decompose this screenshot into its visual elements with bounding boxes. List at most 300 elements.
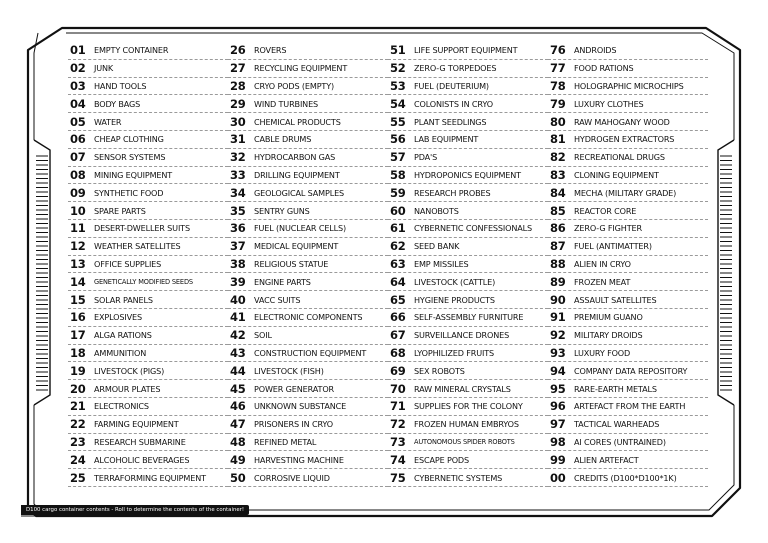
entry-label: CYBERNETIC CONFESSIONALS	[414, 223, 532, 234]
table-row	[548, 131, 708, 149]
table-row	[548, 60, 708, 78]
entry-label: WATER	[94, 116, 122, 127]
table-row	[68, 60, 228, 78]
table-row	[548, 345, 708, 363]
entry-label: EMP MISSILES	[414, 258, 469, 269]
table-row	[548, 42, 708, 60]
table-row	[228, 95, 388, 113]
table-row	[548, 398, 708, 416]
entry-label: SOIL	[254, 330, 272, 341]
entry-label: ZERO-G FIGHTER	[574, 223, 642, 234]
entry-number: 04	[70, 96, 86, 111]
table-row	[388, 149, 548, 167]
table-row	[388, 434, 548, 452]
entry-label: SOLAR PANELS	[94, 294, 153, 305]
entry-number: 70	[390, 381, 406, 396]
entry-number: 14	[70, 274, 86, 289]
table-row	[228, 469, 388, 487]
entry-label: ALCOHOLIC BEVERAGES	[94, 454, 190, 465]
table-row	[68, 167, 228, 185]
entry-label: HOLOGRAPHIC MICROCHIPS	[574, 80, 684, 91]
entry-number: 42	[230, 328, 246, 343]
entry-number: 11	[70, 221, 86, 236]
entry-label: LIFE SUPPORT EQUIPMENT	[414, 45, 518, 56]
table-row	[548, 416, 708, 434]
table-row	[68, 291, 228, 309]
entry-number: 52	[390, 61, 406, 76]
entry-number: 09	[70, 185, 86, 200]
entry-label: HYDROCARBON GAS	[254, 152, 336, 163]
entry-number: 86	[550, 221, 566, 236]
table-row	[388, 291, 548, 309]
entry-number: 94	[550, 363, 566, 378]
entry-number: 72	[390, 417, 406, 432]
table-row	[68, 469, 228, 487]
table-row	[388, 327, 548, 345]
entry-label: RARE-EARTH METALS	[574, 383, 657, 394]
entry-label: DRILLING EQUIPMENT	[254, 169, 340, 180]
entry-number: 56	[390, 132, 406, 147]
entry-number: 91	[550, 310, 566, 325]
table-column	[228, 42, 388, 487]
entry-label: ELECTRONIC COMPONENTS	[254, 312, 363, 323]
entry-label: CABLE DRUMS	[254, 134, 312, 145]
table-row	[68, 273, 228, 291]
table-row	[68, 380, 228, 398]
entry-label: LUXURY CLOTHES	[574, 98, 644, 109]
entry-number: 89	[550, 274, 566, 289]
entry-number: 87	[550, 239, 566, 254]
entry-number: 49	[230, 452, 246, 467]
entry-label: AMMUNITION	[94, 347, 147, 358]
entry-label: HARVESTING MACHINE	[254, 454, 344, 465]
entry-label: GEOLOGICAL SAMPLES	[254, 187, 345, 198]
entry-label: HYDROPONICS EQUIPMENT	[414, 169, 521, 180]
entry-label: SENTRY GUNS	[254, 205, 310, 216]
entry-number: 33	[230, 167, 246, 182]
table-row	[228, 291, 388, 309]
entry-label: HYDROGEN EXTRACTORS	[574, 134, 675, 145]
entry-number: 18	[70, 345, 86, 360]
table-row	[228, 60, 388, 78]
entry-label: ARMOUR PLATES	[94, 383, 161, 394]
table-row	[388, 131, 548, 149]
table-row	[68, 113, 228, 131]
cargo-table	[68, 42, 708, 487]
entry-label: RELIGIOUS STATUE	[254, 258, 329, 269]
entry-label: FUEL (ANTIMATTER)	[574, 241, 652, 252]
table-row	[68, 416, 228, 434]
table-row	[548, 327, 708, 345]
table-row	[68, 451, 228, 469]
entry-number: 69	[390, 363, 406, 378]
entry-label: WIND TURBINES	[254, 98, 319, 109]
entry-number: 44	[230, 363, 246, 378]
entry-number: 75	[390, 470, 406, 485]
table-row	[548, 202, 708, 220]
table-column	[548, 42, 708, 487]
entry-label: LAB EQUIPMENT	[414, 134, 479, 145]
entry-label: VACC SUITS	[254, 294, 301, 305]
entry-label: CHEMICAL PRODUCTS	[254, 116, 341, 127]
entry-number: 98	[550, 434, 566, 449]
entry-label: ALIEN ARTEFACT	[574, 454, 639, 465]
entry-number: 00	[550, 470, 566, 485]
table-row	[548, 291, 708, 309]
entry-label: LIVESTOCK (FISH)	[254, 365, 324, 376]
table-row	[388, 113, 548, 131]
entry-number: 47	[230, 417, 246, 432]
table-row	[388, 238, 548, 256]
entry-number: 30	[230, 114, 246, 129]
entry-number: 58	[390, 167, 406, 182]
entry-label: SURVEILLANCE DRONES	[414, 330, 510, 341]
table-row	[228, 380, 388, 398]
table-row	[228, 345, 388, 363]
entry-label: RECREATIONAL DRUGS	[574, 152, 665, 163]
table-row	[68, 184, 228, 202]
entry-number: 25	[70, 470, 86, 485]
entry-label: ENGINE PARTS	[254, 276, 311, 287]
table-row	[68, 256, 228, 274]
entry-number: 78	[550, 78, 566, 93]
entry-label: FARMING EQUIPMENT	[94, 419, 179, 430]
entry-label: FUEL (DEUTERIUM)	[414, 80, 489, 91]
entry-number: 48	[230, 434, 246, 449]
entry-number: 34	[230, 185, 246, 200]
caption-bar: D100 cargo container contents - Roll to determine the contents of the container!	[21, 505, 249, 515]
entry-label: PLANT SEEDLINGS	[414, 116, 487, 127]
entry-label: UNKNOWN SUBSTANCE	[254, 401, 347, 412]
entry-label: ALIEN IN CRYO	[574, 258, 631, 269]
table-row	[228, 309, 388, 327]
entry-label: HYGIENE PRODUCTS	[414, 294, 495, 305]
entry-label: EXPLOSIVES	[94, 312, 142, 323]
entry-label: SELF-ASSEMBLY FURNITURE	[414, 312, 524, 323]
entry-number: 06	[70, 132, 86, 147]
entry-number: 19	[70, 363, 86, 378]
table-row	[548, 95, 708, 113]
entry-number: 51	[390, 43, 406, 58]
entry-number: 50	[230, 470, 246, 485]
entry-number: 83	[550, 167, 566, 182]
entry-number: 76	[550, 43, 566, 58]
entry-label: FUEL (NUCLEAR CELLS)	[254, 223, 346, 234]
entry-label: COMPANY DATA REPOSITORY	[574, 365, 688, 376]
entry-label: POWER GENERATOR	[254, 383, 335, 394]
entry-number: 95	[550, 381, 566, 396]
entry-number: 60	[390, 203, 406, 218]
table-row	[388, 273, 548, 291]
table-row	[388, 256, 548, 274]
table-row	[228, 398, 388, 416]
entry-label: MEDICAL EQUIPMENT	[254, 241, 339, 252]
entry-label: FROZEN HUMAN EMBRYOS	[414, 419, 519, 430]
entry-number: 82	[550, 150, 566, 165]
table-row	[228, 220, 388, 238]
table-row	[228, 184, 388, 202]
table-row	[548, 380, 708, 398]
entry-label: OFFICE SUPPLIES	[94, 258, 162, 269]
entry-label: CYBERNETIC SYSTEMS	[414, 472, 503, 483]
entry-label: CREDITS (D100*D100*1K)	[574, 472, 677, 483]
entry-label: RAW MINERAL CRYSTALS	[414, 383, 511, 394]
entry-number: 92	[550, 328, 566, 343]
entry-number: 43	[230, 345, 246, 360]
entry-label: LYOPHILIZED FRUITS	[414, 347, 494, 358]
table-row	[68, 131, 228, 149]
entry-number: 67	[390, 328, 406, 343]
entry-number: 59	[390, 185, 406, 200]
table-row	[548, 309, 708, 327]
entry-label: RECYCLING EQUIPMENT	[254, 63, 348, 74]
entry-label: MILITARY DROIDS	[574, 330, 643, 341]
entry-label: RESEARCH PROBES	[414, 187, 491, 198]
entry-label: WEATHER SATELLITES	[94, 241, 181, 252]
table-row	[548, 273, 708, 291]
entry-number: 53	[390, 78, 406, 93]
entry-number: 16	[70, 310, 86, 325]
entry-number: 97	[550, 417, 566, 432]
entry-label: CONSTRUCTION EQUIPMENT	[254, 347, 367, 358]
entry-number: 15	[70, 292, 86, 307]
entry-label: CHEAP CLOTHING	[94, 134, 164, 145]
entry-number: 37	[230, 239, 246, 254]
entry-number: 54	[390, 96, 406, 111]
table-row	[388, 78, 548, 96]
entry-number: 21	[70, 399, 86, 414]
entry-number: 13	[70, 256, 86, 271]
table-row	[548, 362, 708, 380]
entry-label: PRISONERS IN CRYO	[254, 419, 333, 430]
entry-number: 63	[390, 256, 406, 271]
entry-number: 41	[230, 310, 246, 325]
table-row	[68, 362, 228, 380]
entry-label: ARTEFACT FROM THE EARTH	[574, 401, 686, 412]
entry-label: SYNTHETIC FOOD	[94, 187, 164, 198]
table-row	[548, 451, 708, 469]
entry-label: MECHA (MILITARY GRADE)	[574, 187, 677, 198]
table-row	[68, 345, 228, 363]
entry-label: AI CORES (UNTRAINED)	[574, 436, 666, 447]
entry-label: ESCAPE PODS	[414, 454, 469, 465]
entry-number: 17	[70, 328, 86, 343]
left-grille	[36, 156, 48, 390]
entry-number: 96	[550, 399, 566, 414]
entry-number: 93	[550, 345, 566, 360]
entry-number: 46	[230, 399, 246, 414]
entry-number: 02	[70, 61, 86, 76]
entry-label: ASSAULT SATELLITES	[574, 294, 657, 305]
table-row	[388, 362, 548, 380]
entry-label: PDA'S	[414, 152, 438, 163]
table-row	[228, 78, 388, 96]
table-row	[228, 42, 388, 60]
table-row	[68, 149, 228, 167]
entry-label: SUPPLIES FOR THE COLONY	[414, 401, 523, 412]
entry-label: PREMIUM GUANO	[574, 312, 643, 323]
entry-number: 57	[390, 150, 406, 165]
table-row	[68, 78, 228, 96]
entry-number: 05	[70, 114, 86, 129]
entry-label: SENSOR SYSTEMS	[94, 152, 166, 163]
entry-label: LIVESTOCK (CATTLE)	[414, 276, 496, 287]
entry-label: CORROSIVE LIQUID	[254, 472, 330, 483]
entry-number: 77	[550, 61, 566, 76]
entry-number: 66	[390, 310, 406, 325]
entry-number: 65	[390, 292, 406, 307]
table-row	[388, 202, 548, 220]
entry-number: 45	[230, 381, 246, 396]
table-row	[228, 202, 388, 220]
table-row	[388, 60, 548, 78]
table-row	[388, 309, 548, 327]
entry-number: 01	[70, 43, 86, 58]
entry-number: 99	[550, 452, 566, 467]
table-row	[548, 113, 708, 131]
entry-label: FOOD RATIONS	[574, 63, 634, 74]
table-row	[228, 416, 388, 434]
entry-number: 03	[70, 78, 86, 93]
entry-label: NANOBOTS	[414, 205, 459, 216]
entry-label: ANDROIDS	[574, 45, 617, 56]
entry-label: AUTONOMOUS SPIDER ROBOTS	[414, 437, 515, 446]
table-row	[388, 416, 548, 434]
table-row	[228, 238, 388, 256]
entry-number: 64	[390, 274, 406, 289]
table-row	[228, 434, 388, 452]
entry-label: MINING EQUIPMENT	[94, 169, 173, 180]
entry-label: DESERT-DWELLER SUITS	[94, 223, 190, 234]
entry-label: TACTICAL WARHEADS	[574, 419, 660, 430]
table-row	[228, 113, 388, 131]
entry-number: 40	[230, 292, 246, 307]
entry-number: 12	[70, 239, 86, 254]
entry-label: ROVERS	[254, 45, 287, 56]
entry-number: 32	[230, 150, 246, 165]
entry-label: HAND TOOLS	[94, 80, 147, 91]
table-column	[68, 42, 228, 487]
table-row	[548, 149, 708, 167]
table-row	[388, 184, 548, 202]
entry-number: 80	[550, 114, 566, 129]
table-row	[388, 345, 548, 363]
entry-number: 84	[550, 185, 566, 200]
entry-number: 38	[230, 256, 246, 271]
table-row	[388, 220, 548, 238]
entry-label: COLONISTS IN CRYO	[414, 98, 493, 109]
entry-number: 71	[390, 399, 406, 414]
table-row	[68, 220, 228, 238]
entry-label: REFINED METAL	[254, 436, 317, 447]
table-row	[68, 202, 228, 220]
table-row	[228, 327, 388, 345]
entry-label: REACTOR CORE	[574, 205, 637, 216]
entry-label: ALGA RATIONS	[94, 330, 152, 341]
table-row	[228, 131, 388, 149]
entry-number: 22	[70, 417, 86, 432]
table-row	[68, 309, 228, 327]
entry-label: LUXURY FOOD	[574, 347, 631, 358]
entry-number: 62	[390, 239, 406, 254]
table-row	[68, 42, 228, 60]
entry-label: RAW MAHOGANY WOOD	[574, 116, 670, 127]
entry-number: 24	[70, 452, 86, 467]
table-row	[68, 398, 228, 416]
entry-number: 31	[230, 132, 246, 147]
entry-number: 85	[550, 203, 566, 218]
table-row	[388, 380, 548, 398]
entry-number: 35	[230, 203, 246, 218]
entry-label: TERRAFORMING EQUIPMENT	[94, 472, 206, 483]
entry-number: 28	[230, 78, 246, 93]
entry-label: LIVESTOCK (PIGS)	[94, 365, 165, 376]
entry-number: 79	[550, 96, 566, 111]
entry-number: 81	[550, 132, 566, 147]
table-row	[548, 238, 708, 256]
table-row	[228, 149, 388, 167]
entry-number: 55	[390, 114, 406, 129]
entry-label: CLONING EQUIPMENT	[574, 169, 659, 180]
entry-label: SEED BANK	[414, 241, 460, 252]
table-row	[388, 167, 548, 185]
table-row	[68, 327, 228, 345]
table-row	[68, 238, 228, 256]
table-column	[388, 42, 548, 487]
entry-label: BODY BAGS	[94, 98, 141, 109]
right-grille	[720, 156, 732, 390]
table-row	[548, 167, 708, 185]
entry-number: 36	[230, 221, 246, 236]
table-row	[548, 220, 708, 238]
table-row	[228, 451, 388, 469]
entry-number: 88	[550, 256, 566, 271]
table-row	[548, 256, 708, 274]
table-row	[228, 273, 388, 291]
entry-label: SPARE PARTS	[94, 205, 146, 216]
entry-number: 90	[550, 292, 566, 307]
entry-number: 68	[390, 345, 406, 360]
table-row	[548, 434, 708, 452]
entry-label: RESEARCH SUBMARINE	[94, 436, 186, 447]
table-row	[388, 95, 548, 113]
entry-number: 10	[70, 203, 86, 218]
entry-label: SEX ROBOTS	[414, 365, 465, 376]
entry-number: 20	[70, 381, 86, 396]
entry-label: CRYO PODS (EMPTY)	[254, 80, 335, 91]
entry-label: JUNK	[94, 63, 114, 74]
table-row	[228, 167, 388, 185]
entry-number: 23	[70, 434, 86, 449]
entry-label: EMPTY CONTAINER	[94, 45, 169, 56]
table-row	[548, 184, 708, 202]
table-row	[388, 469, 548, 487]
table-row	[548, 78, 708, 96]
table-row	[68, 95, 228, 113]
entry-number: 08	[70, 167, 86, 182]
entry-number: 74	[390, 452, 406, 467]
table-row	[228, 256, 388, 274]
table-row	[68, 434, 228, 452]
entry-label: GENETICALLY MODIFIED SEEDS	[94, 277, 193, 286]
entry-number: 61	[390, 221, 406, 236]
table-row	[548, 469, 708, 487]
entry-number: 27	[230, 61, 246, 76]
entry-number: 39	[230, 274, 246, 289]
table-row	[228, 362, 388, 380]
entry-label: ZERO-G TORPEDOES	[414, 63, 497, 74]
table-row	[388, 42, 548, 60]
